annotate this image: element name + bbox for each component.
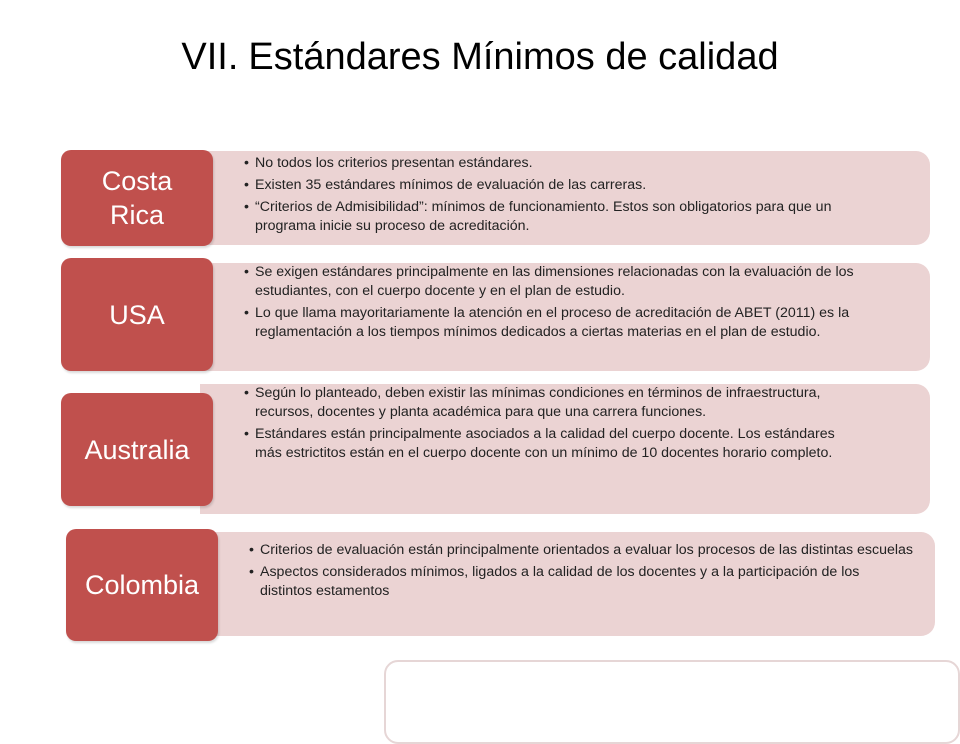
australia-panel bbox=[200, 384, 930, 514]
colombia-bullet-1: • Criterios de evaluación están principalmente orientados a evaluar los procesos de las distintas escuelas bbox=[249, 541, 914, 560]
australia-bullet-1: • Según lo planteado, deben existir las mínimas condiciones en términos de infraestructura, recursos, docentes y planta académica para que una carrera funciones. bbox=[244, 384, 844, 422]
decorative-frame bbox=[384, 660, 960, 744]
slide-title-number: VII. bbox=[181, 36, 239, 78]
costa-rica-label: Costa Rica bbox=[61, 150, 213, 246]
slide-title-text: Estándares Mínimos de calidad bbox=[248, 36, 779, 78]
usa-panel bbox=[200, 263, 930, 371]
usa-bullet-2: • Lo que llama mayoritariamente la atención en el proceso de acreditación de ABET (2011) es la reglamentación a los tiempos mínimos dedicados a ciertas materias en el plan de estudio. bbox=[244, 304, 904, 342]
colombia-panel bbox=[205, 532, 935, 636]
usa-label: USA bbox=[61, 258, 213, 371]
slide-title bbox=[0, 33, 960, 81]
usa-bullet-1: • Se exigen estándares principalmente en las dimensiones relacionadas con la evaluación de los estudiantes, con el cuerpo docente y en el plan de estudio. bbox=[244, 263, 904, 301]
colombia-label: Colombia bbox=[66, 529, 218, 641]
costa-rica-bullet-3: • “Criterios de Admisibilidad”: mínimos de funcionamiento. Estos son obligatorios para que un programa inicie su proceso de acreditación. bbox=[244, 198, 894, 236]
costa-rica-panel bbox=[200, 151, 930, 245]
costa-rica-bullet-2: • Existen 35 estándares mínimos de evaluación de las carreras. bbox=[244, 176, 894, 195]
costa-rica-bullet-1: • No todos los criterios presentan estándares. bbox=[244, 154, 894, 173]
colombia-bullet-2: • Aspectos considerados mínimos, ligados a la calidad de los docentes y a la participación de los distintos estamentos bbox=[249, 563, 914, 601]
australia-bullet-2: • Estándares están principalmente asociados a la calidad del cuerpo docente. Los estándares más estrictitos están en el cuerpo docente con un mínimo de 10 docentes horario completo. bbox=[244, 425, 844, 463]
australia-label: Australia bbox=[61, 393, 213, 506]
